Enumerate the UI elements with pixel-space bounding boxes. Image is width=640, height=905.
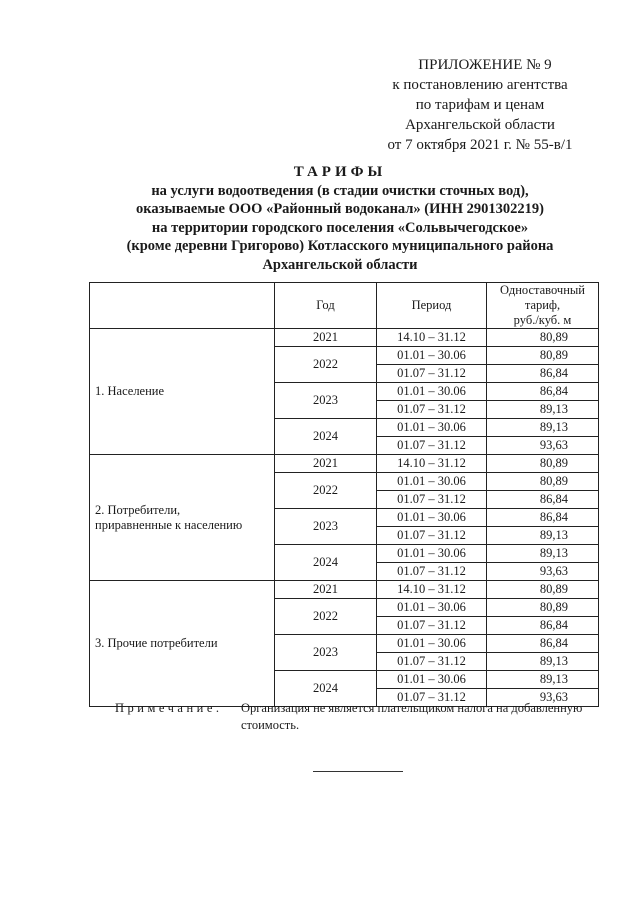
tariff-cell: 89,13 bbox=[487, 401, 599, 419]
category-label: 1. Население bbox=[95, 384, 165, 398]
year-cell: 2021 bbox=[275, 581, 377, 599]
heading-line: (кроме деревни Григорово) Котласского муниципального района bbox=[126, 238, 554, 254]
header-category bbox=[90, 283, 275, 329]
tariff-cell: 80,89 bbox=[487, 473, 599, 491]
period-cell: 14.10 – 31.12 bbox=[377, 329, 487, 347]
table-row bbox=[90, 581, 599, 599]
tariff-cell: 86,84 bbox=[487, 383, 599, 401]
period-cell: 01.07 – 31.12 bbox=[377, 491, 487, 509]
category-cell bbox=[90, 581, 275, 707]
period-cell: 01.07 – 31.12 bbox=[377, 617, 487, 635]
period-cell: 01.01 – 30.06 bbox=[377, 419, 487, 437]
heading-line: Архангельской области bbox=[262, 256, 418, 273]
tariff-cell: 80,89 bbox=[487, 347, 599, 365]
period-cell: 01.01 – 30.06 bbox=[377, 383, 487, 401]
period-cell: 14.10 – 31.12 bbox=[377, 455, 487, 473]
header-period: Период bbox=[377, 283, 487, 329]
note-label: Примечание. bbox=[115, 701, 223, 715]
header-tariff bbox=[487, 283, 599, 329]
year-cell: 2024 bbox=[275, 545, 377, 581]
table-row bbox=[90, 455, 599, 473]
tariff-cell: 89,13 bbox=[487, 671, 599, 689]
tariff-cell: 80,89 bbox=[487, 455, 599, 473]
year-cell: 2022 bbox=[275, 473, 377, 509]
period-cell: 01.01 – 30.06 bbox=[377, 509, 487, 527]
tariff-cell: 80,89 bbox=[487, 329, 599, 347]
tariff-cell: 89,13 bbox=[487, 653, 599, 671]
tariff-cell: 86,84 bbox=[487, 491, 599, 509]
year-cell: 2022 bbox=[275, 347, 377, 383]
appendix-ref-line: к постановлению агентства bbox=[392, 77, 568, 93]
category-label: 2. Потребители, bbox=[95, 502, 181, 517]
period-cell: 01.07 – 31.12 bbox=[377, 689, 487, 707]
category-cell bbox=[90, 329, 275, 455]
table-row bbox=[90, 329, 599, 347]
period-cell: 01.07 – 31.12 bbox=[377, 563, 487, 581]
table-header-row bbox=[90, 283, 599, 329]
period-cell: 01.07 – 31.12 bbox=[377, 653, 487, 671]
document-heading bbox=[80, 163, 600, 274]
period-cell: 01.01 – 30.06 bbox=[377, 545, 487, 563]
header-year: Год bbox=[275, 283, 377, 329]
tariff-cell: 93,63 bbox=[487, 689, 599, 707]
period-cell: 01.07 – 31.12 bbox=[377, 365, 487, 383]
period-cell: 01.01 – 30.06 bbox=[377, 671, 487, 689]
tariff-cell: 89,13 bbox=[487, 527, 599, 545]
note-text: Организация не является плательщиком налога на добавленную стоимость. bbox=[241, 701, 583, 732]
tariff-cell: 80,89 bbox=[487, 581, 599, 599]
period-cell: 14.10 – 31.12 bbox=[377, 581, 487, 599]
closing-divider bbox=[313, 771, 403, 772]
header-tariff-line: тариф, bbox=[524, 298, 561, 312]
period-cell: 01.01 – 30.06 bbox=[377, 473, 487, 491]
category-cell bbox=[90, 455, 275, 581]
period-cell: 01.01 – 30.06 bbox=[377, 635, 487, 653]
appendix-block bbox=[330, 55, 630, 155]
page-title: ТАРИФЫ bbox=[293, 164, 387, 180]
heading-line: оказываемые ООО «Районный водоканал» (ИНН 2901302219) bbox=[136, 201, 544, 217]
period-cell: 01.07 – 31.12 bbox=[377, 401, 487, 419]
table-body bbox=[90, 329, 599, 707]
year-cell: 2021 bbox=[275, 329, 377, 347]
tariff-cell: 89,13 bbox=[487, 419, 599, 437]
year-cell: 2024 bbox=[275, 419, 377, 455]
year-cell: 2023 bbox=[275, 635, 377, 671]
tariff-cell: 80,89 bbox=[487, 599, 599, 617]
year-cell: 2021 bbox=[275, 455, 377, 473]
heading-line: на территории городского поселения «Сольвычегодское» bbox=[151, 219, 529, 236]
tariff-cell: 86,84 bbox=[487, 635, 599, 653]
tariff-cell: 86,84 bbox=[487, 509, 599, 527]
period-cell: 01.07 – 31.12 bbox=[377, 437, 487, 455]
tariff-cell: 86,84 bbox=[487, 365, 599, 383]
year-cell: 2023 bbox=[275, 383, 377, 419]
category-label: приравненные к населению bbox=[95, 517, 243, 532]
year-cell: 2023 bbox=[275, 509, 377, 545]
appendix-ref-line: по тарифам и ценам bbox=[415, 97, 545, 113]
header-tariff-line: Одноставочный bbox=[500, 283, 585, 297]
tariff-cell: 86,84 bbox=[487, 617, 599, 635]
appendix-date: от 7 октября 2021 г. № 55-в/1 bbox=[387, 137, 573, 153]
heading-line: на услуги водоотведения (в стадии очистки сточных вод), bbox=[151, 182, 529, 199]
period-cell: 01.07 – 31.12 bbox=[377, 527, 487, 545]
header-tariff-line: руб./куб. м bbox=[513, 313, 572, 327]
tariff-cell: 93,63 bbox=[487, 563, 599, 581]
year-cell: 2022 bbox=[275, 599, 377, 635]
year-cell: 2024 bbox=[275, 671, 377, 707]
category-label: 3. Прочие потребители bbox=[95, 636, 218, 650]
tariff-table bbox=[89, 282, 599, 707]
appendix-ref-line: Архангельской области bbox=[405, 117, 555, 133]
appendix-number: ПРИЛОЖЕНИЕ № 9 bbox=[418, 57, 552, 73]
period-cell: 01.01 – 30.06 bbox=[377, 599, 487, 617]
period-cell: 01.01 – 30.06 bbox=[377, 347, 487, 365]
tariff-cell: 89,13 bbox=[487, 545, 599, 563]
tariff-cell: 93,63 bbox=[487, 437, 599, 455]
